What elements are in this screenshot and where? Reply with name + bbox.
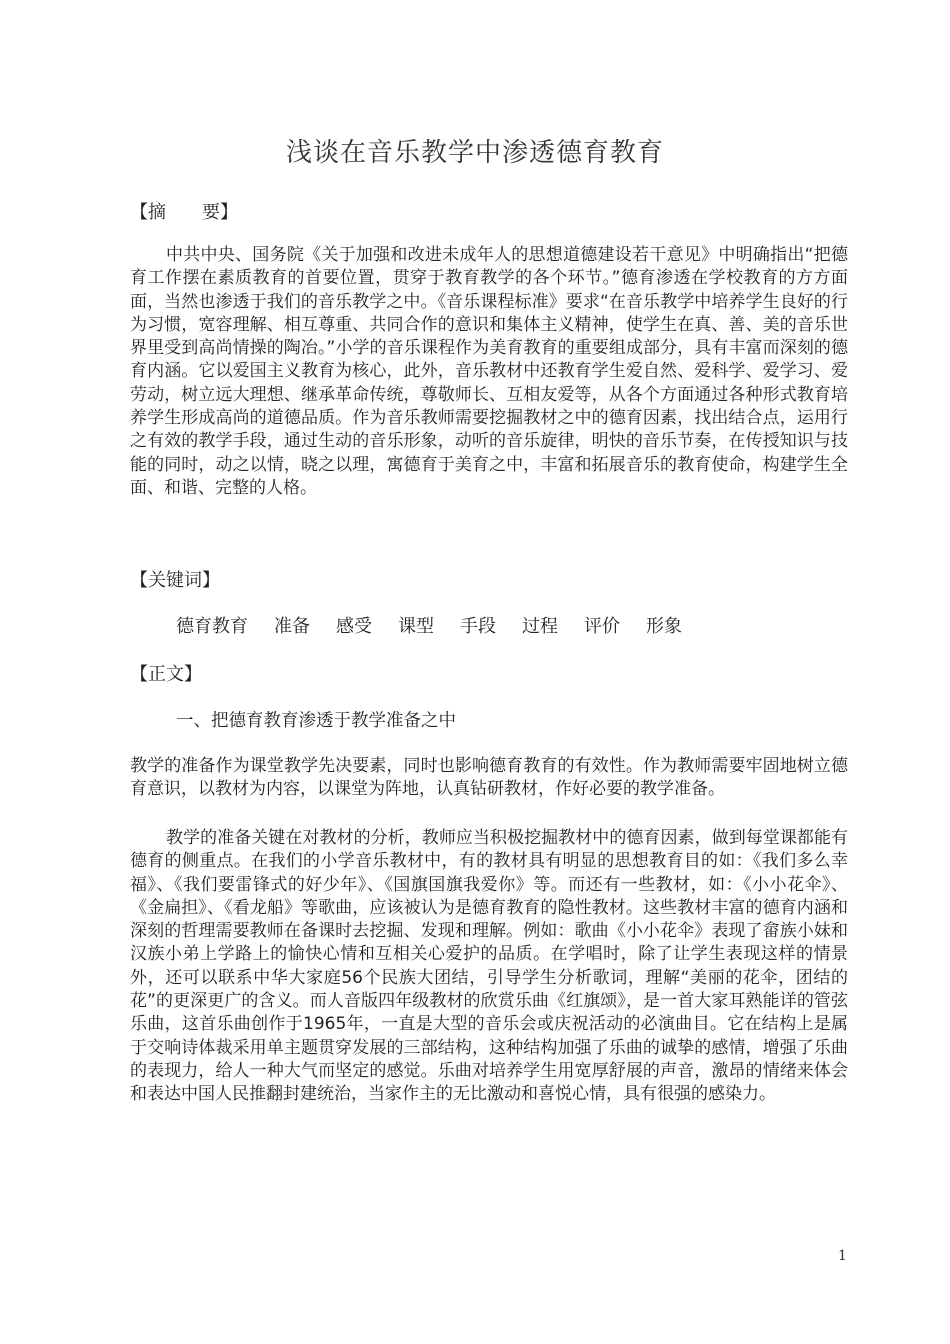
body-label: 【正文】	[130, 664, 202, 685]
abstract-text: 中共中央、国务院《关于加强和改进未成年人的思想道德建设若干意见》中明确指出“把德育工作摆在素质教育的首要位置，贯穿于教育教学的各个环节。”德育渗透在学校教育的方方面面，当然也渗透于我们的音乐教学之中。《音乐课程标准》要求“在音乐教学中培养学生良好的行为习惯，宽容理解、相互尊重、共同合作的意识和集体主义精神，使学生在真、善、美的音乐世界里受到高尚情操的陶冶。”小学的音乐课程作为美育教育的重要组成部分，具有丰富而深刻的德育内涵。它以爱国主义教育为核心，此外，音乐教材中还教育学生爱自然、爱科学、爱学习、爱劳动，树立远大理想、继承革命传统，尊敬师长、互相友爱等，从各个方面通过各种形式教育培养学生形成高尚的道德品质。作为音乐教师需要挖掘教材之中的德育因素，找出结合点，运用行之有效的教学手段，通过生动的音乐形象，动听的音乐旋律，明快的音乐节奏，在传授知识与技能的同时，动之以情，晓之以理，寓德育于美育之中，丰富和拓展音乐的教育使命，构建学生全面、和谐、完整的人格。	[130, 245, 848, 498]
keyword: 形象	[646, 616, 682, 637]
abstract-label: 【摘 要】	[130, 202, 238, 223]
keyword: 准备	[274, 616, 310, 637]
section-heading: 一、把德育教育渗透于教学准备之中	[176, 711, 456, 731]
keywords-label: 【关键词】	[130, 570, 220, 591]
page-number: 1	[838, 1248, 847, 1264]
keyword: 课型	[398, 616, 434, 637]
keyword: 过程	[522, 616, 558, 637]
body-paragraph: 教学的准备作为课堂教学先决要素，同时也影响德育教育的有效性。作为教师需要牢固地树立德育意识，以教材为内容，以课堂为阵地，认真钻研教材，作好必要的教学准备。	[130, 756, 848, 800]
keyword: 感受	[336, 616, 372, 637]
keyword: 手段	[460, 616, 496, 637]
keyword: 德育教育	[176, 616, 248, 637]
document-title: 浅谈在音乐教学中渗透德育教育	[285, 138, 664, 168]
keywords-list	[176, 612, 708, 638]
body-paragraph: 教学的准备关键在对教材的分析，教师应当积极挖掘教材中的德育因素，做到每堂课都能有德育的侧重点。在我们的小学音乐教材中，有的教材具有明显的思想教育目的如：《我们多么幸福》、《我们要雷锋式的好少年》、《国旗国旗我爱你》等。而还有一些教材，如：《小小花伞》、《金扁担》、《看龙船》等歌曲，应该被认为是德育教育的隐性教材。这些教材丰富的德育内涵和深刻的哲理需要教师在备课时去挖掘、发现和理解。例如：歌曲《小小花伞》表现了畲族小妹和汉族小弟上学路上的愉快心情和互相关心爱护的品质。在学唱时，除了让学生表现这样的情景外，还可以联系中华大家庭56个民族大团结，引导学生分析歌词，理解“美丽的花伞，团结的花”的更深更广的含义。而人音版四年级教材的欣赏乐曲《红旗颂》，是一首大家耳熟能详的管弦乐曲，这首乐曲创作于1965年，一直是大型的音乐会或庆祝活动的必演曲目。它在结构上是属于交响诗体裁采用单主题贯穿发展的三部结构，这种结构加强了乐曲的诚挚的感情，增强了乐曲的表现力，给人一种大气而坚定的感觉。乐曲对培养学生用宽厚舒展的声音，激昂的情绪来体会和表达中国人民推翻封建统治，当家作主的无比激动和喜悦心情，具有很强的感染力。	[130, 828, 848, 1105]
keyword: 评价	[584, 616, 620, 637]
